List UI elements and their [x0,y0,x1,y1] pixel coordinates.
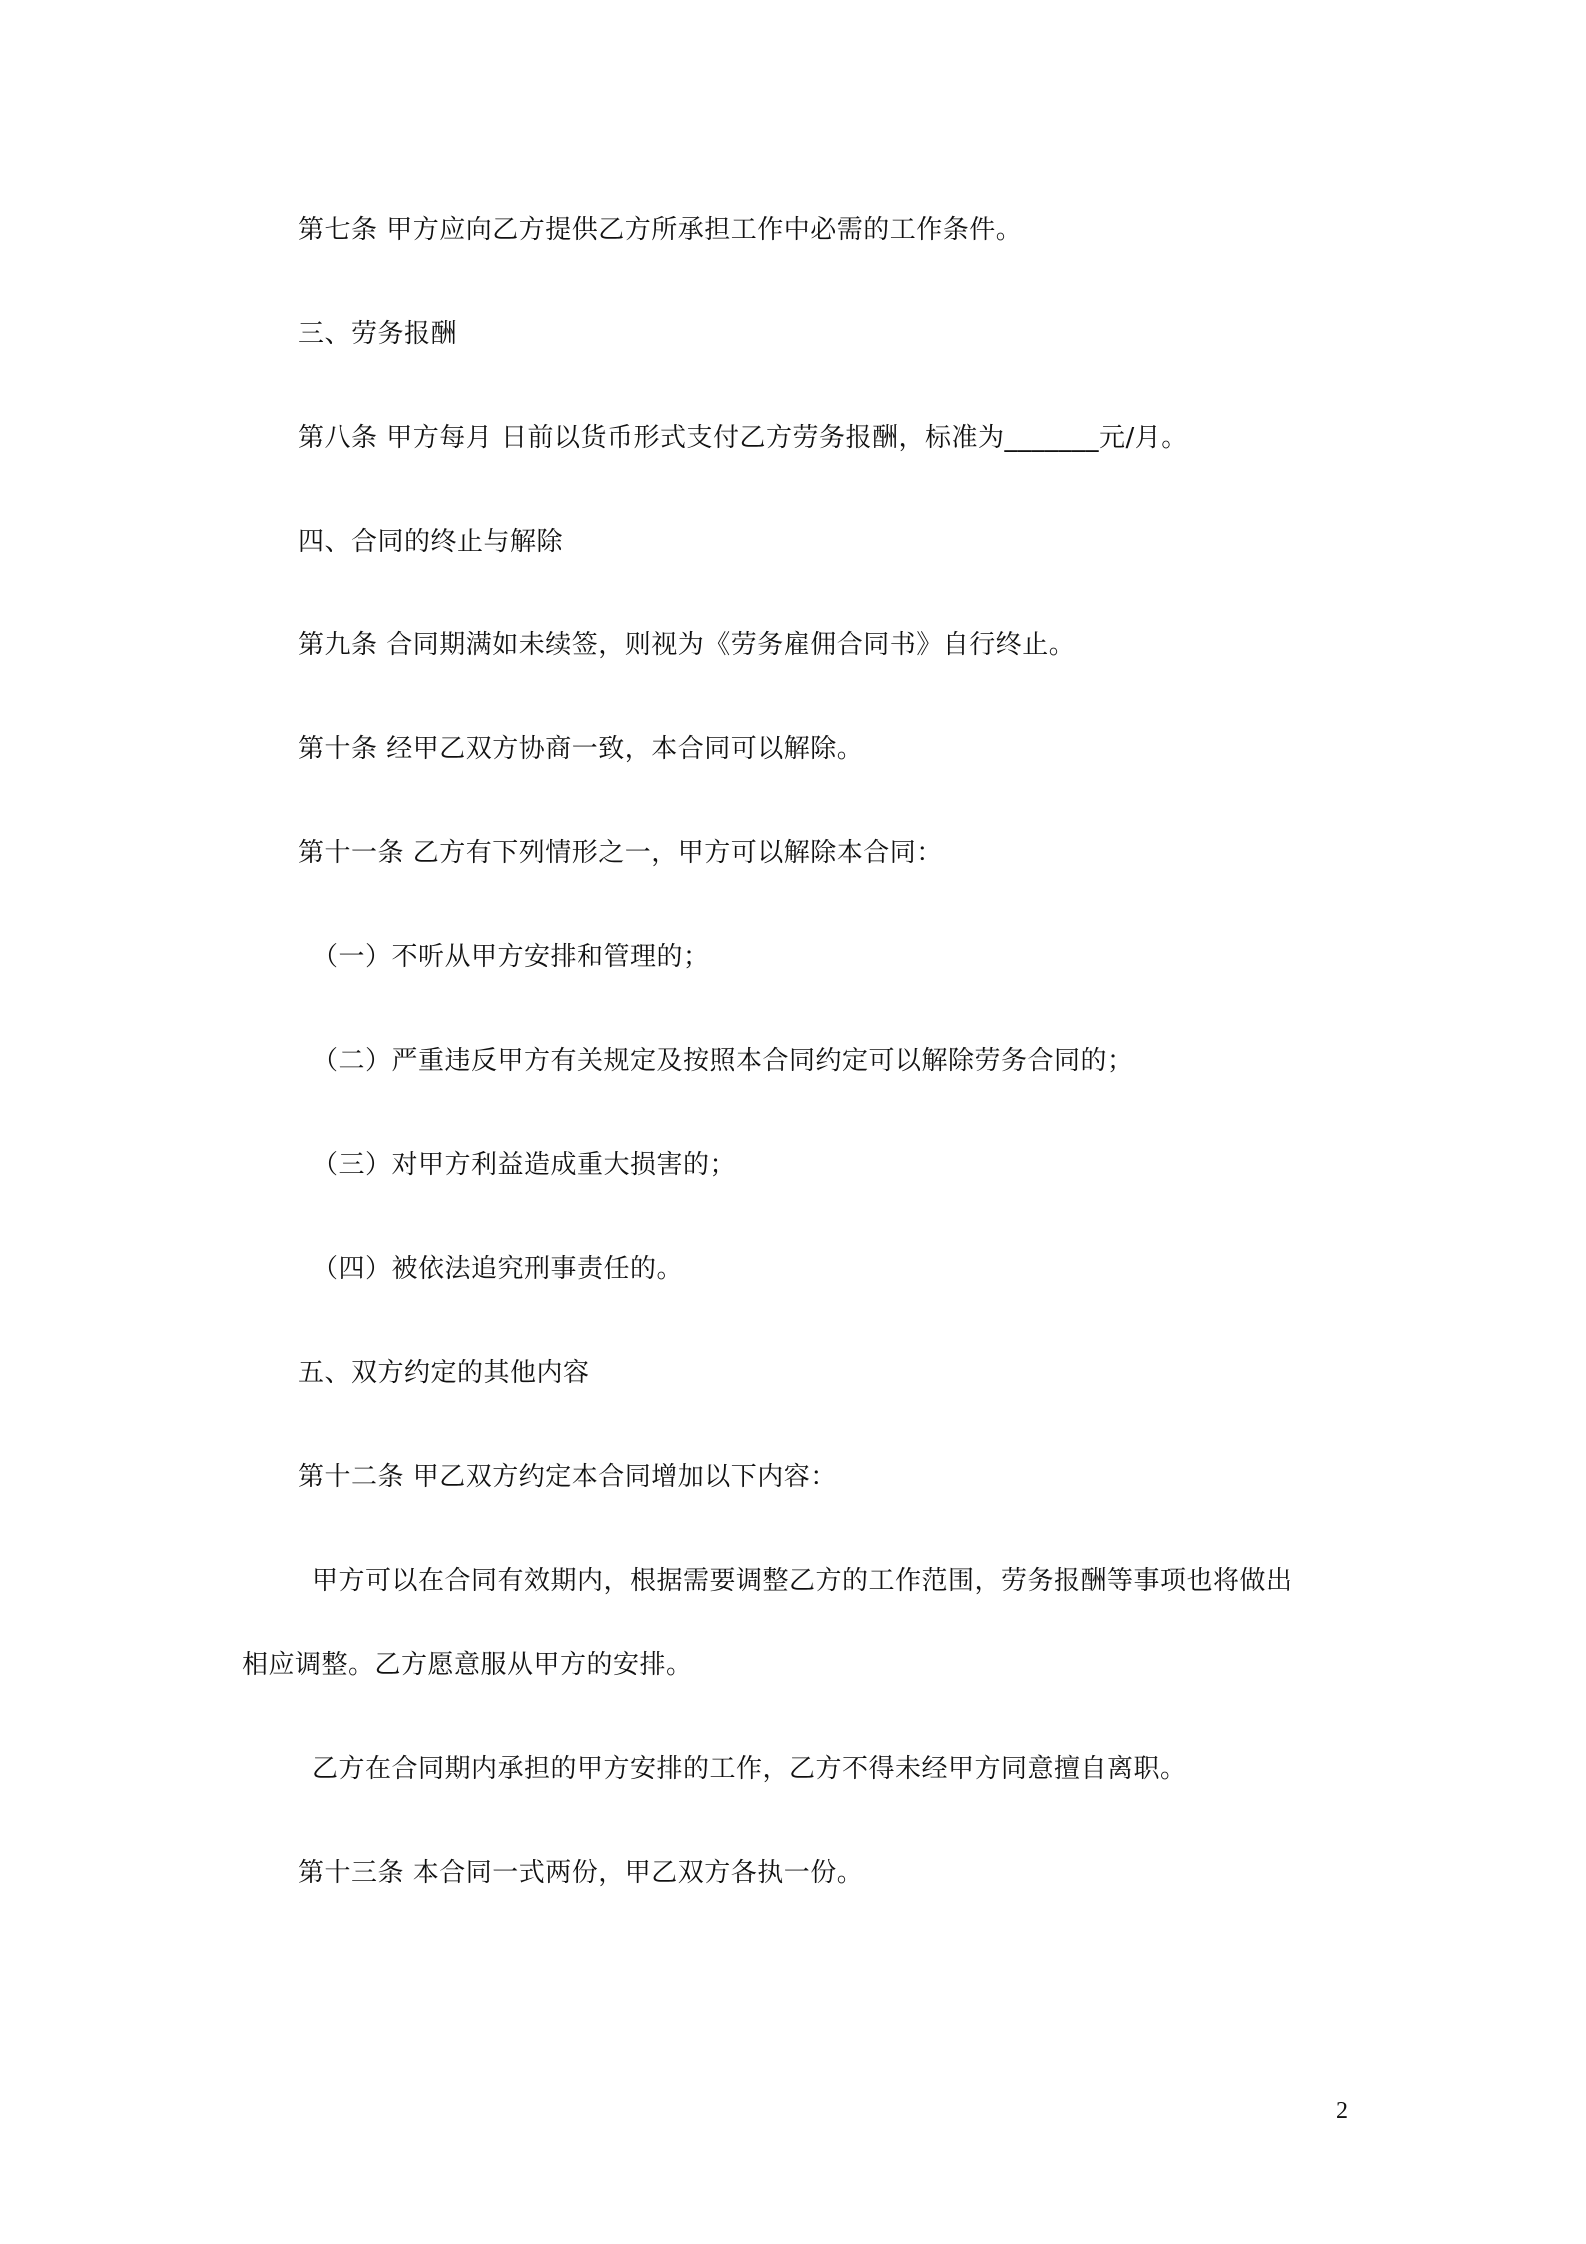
article-11: 第十一条 乙方有下列情形之一，甲方可以解除本合同： [298,838,943,868]
article-8: 第八条 甲方每月 日前以货币形式支付乙方劳务报酬，标准为_______元/月。 [298,423,1188,453]
list-item-1: （一）不听从甲方安排和管理的； [312,942,710,972]
article-7: 第七条 甲方应向乙方提供乙方所承担工作中必需的工作条件。 [298,215,1023,245]
list-item-4: （四）被依法追究刑事责任的。 [312,1254,684,1284]
list-item-3: （三）对甲方利益造成重大损害的； [312,1150,737,1180]
paragraph-adjust-line-2: 相应调整。乙方愿意服从甲方的安排。 [242,1650,693,1680]
article-9: 第九条 合同期满如未续签，则视为《劳务雇佣合同书》自行终止。 [298,630,1076,660]
section-heading-termination: 四、合同的终止与解除 [298,527,564,557]
page-number: 2 [1336,2098,1348,2124]
article-12: 第十二条 甲乙双方约定本合同增加以下内容： [298,1462,837,1492]
paragraph-adjust-line-1: 甲方可以在合同有效期内，根据需要调整乙方的工作范围，劳务报酬等事项也将做出 [312,1566,1293,1596]
list-item-2: （二）严重违反甲方有关规定及按照本合同约定可以解除劳务合同的； [312,1046,1134,1076]
section-heading-other: 五、双方约定的其他内容 [298,1358,590,1388]
paragraph-no-resign: 乙方在合同期内承担的甲方安排的工作，乙方不得未经甲方同意擅自离职。 [312,1754,1187,1784]
section-heading-remuneration: 三、劳务报酬 [298,319,458,349]
article-13: 第十三条 本合同一式两份，甲乙双方各执一份。 [298,1858,864,1888]
article-10: 第十条 经甲乙双方协商一致，本合同可以解除。 [298,734,864,764]
